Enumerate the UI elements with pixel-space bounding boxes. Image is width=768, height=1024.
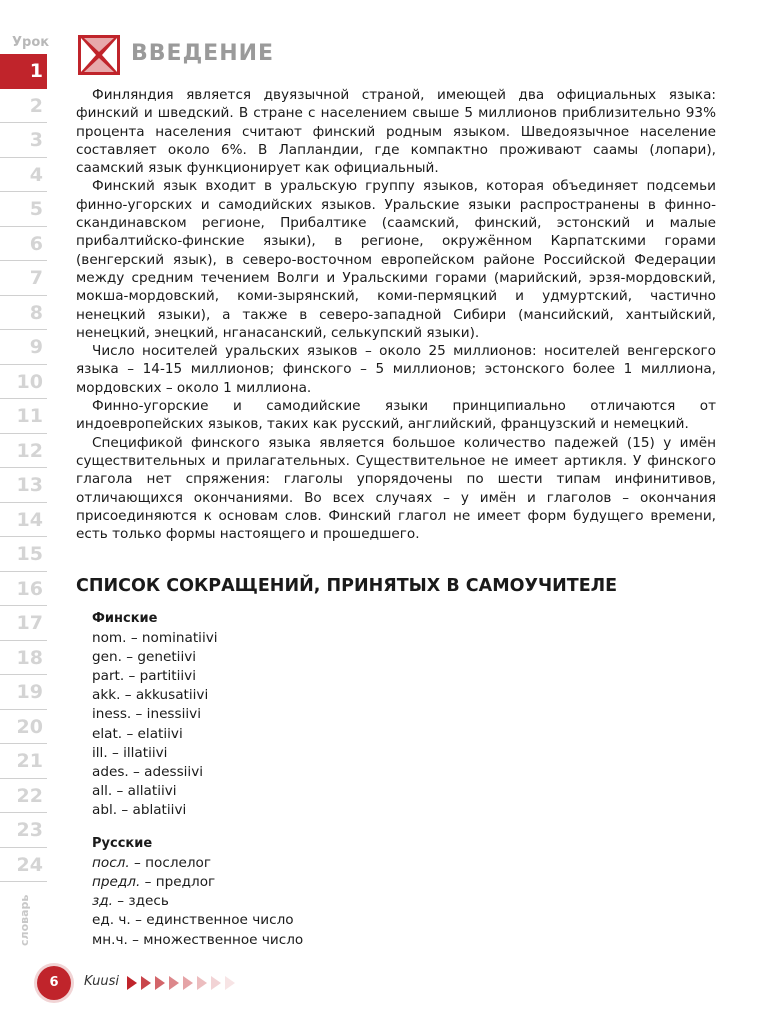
abbreviation-item [92, 873, 492, 892]
abbreviation-item: akk. – akkusatiivi [92, 687, 209, 704]
lesson-tab-4[interactable]: 4 [0, 158, 47, 193]
finnish-heading: Финские [92, 611, 158, 626]
page-number-badge [37, 966, 71, 1000]
abbreviation-item: elat. – elatiivi [92, 725, 183, 742]
arrow-icon [197, 976, 207, 990]
lesson-tab-11[interactable]: 11 [0, 399, 47, 434]
abbreviation-item: all. – allatiivi [92, 782, 177, 799]
lesson-tab-19[interactable]: 19 [0, 675, 47, 710]
lesson-tab-9[interactable]: 9 [0, 330, 47, 365]
lesson-tab-17[interactable]: 17 [0, 606, 47, 641]
arrow-icon [169, 976, 179, 990]
abbreviation-item [92, 911, 492, 930]
lesson-tab-13[interactable]: 13 [0, 468, 47, 503]
page-number: 6 [49, 975, 59, 990]
abbreviation-item: part. – partitiivi [92, 668, 196, 685]
page-word: Kuusi [84, 974, 120, 989]
arrow-icon [211, 976, 221, 990]
abbreviation-item: nom. – nominatiivi [92, 630, 218, 647]
abbreviation-meaning: – послелог [129, 855, 212, 872]
paragraph: Финляндия является двуязычной страной, имеющей два официальных языка: финский и шведский. В стране с населением свыше 5 миллионов приблизительно 93% процента населения считают финский родным языком. Шведоязычное население составляет около 6%. В Лапландии, где компактно проживают саамы (лопари), саамский язык функционирует как официальный. [76, 87, 716, 177]
lesson-tab-16[interactable]: 16 [0, 572, 47, 607]
abbreviation-term: посл. [92, 855, 130, 872]
lesson-tab-24[interactable]: 24 [0, 848, 47, 883]
abbreviation-meaning: ед. ч. – единственное число [92, 912, 294, 929]
abbreviation-item: iness. – inessiivi [92, 706, 201, 723]
abbreviation-item: ades. – adessiivi [92, 763, 204, 780]
lesson-tab-21[interactable]: 21 [0, 744, 47, 779]
lesson-tab-15[interactable]: 15 [0, 537, 47, 572]
paragraph: Спецификой финского языка является большое количество падежей (15) у имён существительных и прилагательных. Существительное не имеет артикля. У финского глагола нет спряжения: глаголы упорядочены по шести типам инфинитивов, отличающихся окончаниями. Во всех случаях – у имён и глаголов – окончания присоединяются к основам слов. Финский глагол не имеет форм будущего времени, есть только формы настоящего и прошедшего. [76, 434, 716, 543]
intro-text [76, 86, 716, 543]
lesson-tab-23[interactable]: 23 [0, 813, 47, 848]
abbreviation-item [92, 931, 492, 950]
lesson-tab-20[interactable]: 20 [0, 710, 47, 745]
lesson-tab-18[interactable]: 18 [0, 641, 47, 676]
section-logo-icon [78, 35, 120, 75]
paragraph: Финно-угорские и самодийские языки принципиально отличаются от индоевропейских языков, таких как русский, английский, французский и немецкий. [76, 398, 716, 433]
lesson-tab-2[interactable]: 2 [0, 89, 47, 124]
abbreviations-heading: СПИСОК СОКРАЩЕНИЙ, ПРИНЯТЫХ В САМОУЧИТЕЛЕ [76, 576, 618, 596]
abbreviation-item: ill. – illatiivi [92, 744, 168, 761]
abbreviations-list [92, 609, 492, 950]
abbreviation-term: предл. [92, 874, 141, 891]
abbreviation-meaning: мн.ч. – множественное число [92, 931, 304, 948]
abbreviation-item [92, 854, 492, 873]
abbreviation-item: gen. – genetiivi [92, 649, 197, 666]
russian-heading: Русские [92, 836, 153, 852]
lesson-tab-3[interactable]: 3 [0, 123, 47, 158]
paragraph: Число носителей уральских языков – около 25 миллионов: носителей венгерского языка – 14-15 миллионов; финского – 5 миллионов; эстонского более 1 миллиона, мордовских – около 1 миллиона. [76, 343, 716, 396]
abbreviation-meaning: – предлог [140, 874, 216, 891]
arrow-icon [141, 976, 151, 990]
arrow-icon [155, 976, 165, 990]
lesson-label: Урок [12, 35, 50, 50]
abbreviation-item: abl. – ablatiivi [92, 801, 187, 818]
lesson-tab-1[interactable]: 1 [0, 54, 47, 89]
arrow-icon [127, 976, 137, 990]
dictionary-tab[interactable] [14, 888, 34, 948]
arrow-icon [225, 976, 235, 990]
lesson-tab-7[interactable]: 7 [0, 261, 47, 296]
lesson-tab-10[interactable]: 10 [0, 365, 47, 400]
abbreviation-meaning: – здесь [112, 893, 169, 910]
lesson-tab-6[interactable]: 6 [0, 227, 47, 262]
lesson-tab-14[interactable]: 14 [0, 503, 47, 538]
paragraph: Финский язык входит в уральскую группу языков, которая объединяет подсемьи финно-угорских и самодийских языков. Уральские языки распространены в финно-скандинавском регионе, Прибалтике (саамский, финский, эстонский и малые прибалтийско-финские языки), в регионе, окружённом Карпатскими горами (венгерский язык), в северо-восточном европейском районе Российской Федерации между средним течением Волги и Уральскими горами (марийский, эрзя-мордовский, мокша-мордовский, коми-зырянский, коми-пермяцкий и удмуртский, частично ненецкий языки), а также в северо-западной Сибири (мансийский, хантыйский, ненецкий, энецкий, нганасанский, селькупский языки). [76, 178, 716, 341]
lesson-tab-12[interactable]: 12 [0, 434, 47, 469]
arrow-icon [183, 976, 193, 990]
lesson-tab-5[interactable]: 5 [0, 192, 47, 227]
lesson-tab-22[interactable]: 22 [0, 779, 47, 814]
dictionary-label: словарь [18, 894, 31, 946]
page-title: ВВЕДЕНИЕ [131, 41, 275, 66]
arrows-decoration-icon [127, 975, 247, 991]
abbreviation-term: зд. [92, 893, 113, 910]
lesson-tab-8[interactable]: 8 [0, 296, 47, 331]
abbreviation-item [92, 892, 492, 911]
